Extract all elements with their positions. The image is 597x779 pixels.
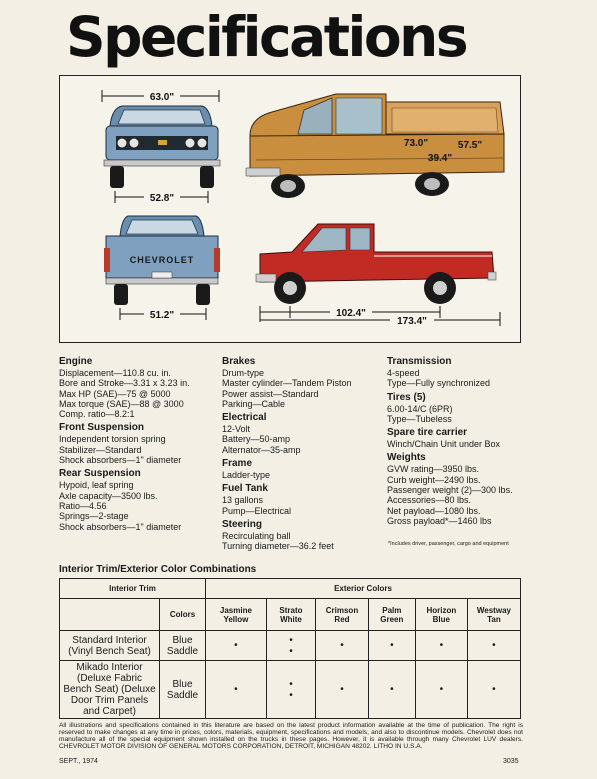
side-view-truck <box>256 224 496 304</box>
availability-dot: • <box>206 631 267 661</box>
weights-item: Gross payload*—1460 lbs <box>387 515 492 526</box>
front-width-label: 63.0" <box>149 92 175 103</box>
rear-suspension-item: Springs—2-stage <box>59 511 129 522</box>
page-title: Specifications <box>66 5 467 69</box>
frame-item: Ladder-type <box>222 470 271 481</box>
engine-item: Bore and Stroke—3.31 x 3.23 in. <box>59 378 190 389</box>
engine-item: Max torque (SAE)—88 @ 3000 <box>59 398 184 409</box>
front-suspension-item: Stabilizer—Standard <box>59 444 142 455</box>
colors-header: Colors <box>160 599 206 631</box>
exterior-color-header: Jasmine Yellow <box>206 599 267 631</box>
exterior-color-header: Horizon Blue <box>415 599 467 631</box>
rear-suspension-item: Ratio—4.56 <box>59 500 107 511</box>
page-number: 3035 <box>503 758 519 765</box>
tires-heading: Tires (5) <box>387 391 426 403</box>
specs-column-2 <box>222 356 382 552</box>
rear-track-label: 51.2" <box>149 310 175 321</box>
truck-dimension-illustration <box>60 76 522 344</box>
exterior-color-header: Crimson Red <box>316 599 369 631</box>
engine-heading: Engine <box>59 356 93 367</box>
front-track-label: 52.8" <box>149 193 175 204</box>
rear-suspension-item: Axle capacity—3500 lbs. <box>59 490 158 501</box>
color-table-title: Interior Trim/Exterior Color Combinations <box>59 564 257 575</box>
brakes-item: Master cylinder—Tandem Piston <box>222 378 352 389</box>
spare-heading: Spare tire carrier <box>387 427 468 439</box>
specs-column-1 <box>59 356 219 532</box>
engine-item: Comp. ratio—8.2:1 <box>59 409 135 420</box>
brakes-item: Power assist—Standard <box>222 388 319 399</box>
front-view-truck <box>104 106 220 188</box>
weights-item: Net payload—1080 lbs. <box>387 505 481 516</box>
weights-heading: Weights <box>387 452 426 464</box>
interior-trim-header: Interior Trim <box>60 579 206 599</box>
rear-track-dimension <box>120 308 206 321</box>
availability-dot: • <box>368 631 415 661</box>
publication-date: SEPT., 1974 <box>59 758 98 765</box>
electrical-heading: Electrical <box>222 412 267 424</box>
rear-view-truck <box>104 216 220 305</box>
frame-heading: Frame <box>222 458 253 470</box>
rear-suspension-item: Hypoid, leaf spring <box>59 480 134 491</box>
electrical-item: 12-Volt <box>222 424 251 435</box>
trim-colors: Blue Saddle <box>160 631 206 661</box>
fuel-tank-item: Pump—Electrical <box>222 505 292 516</box>
electrical-item: Battery—50-amp <box>222 434 291 445</box>
rear-suspension-heading: Rear Suspension <box>59 468 141 480</box>
table-row <box>60 631 521 661</box>
front-suspension-item: Independent torsion spring <box>59 434 166 445</box>
tailgate-lettering: CHEVROLET <box>129 255 195 265</box>
bed-wheelhouse-label: 39.4" <box>427 153 453 164</box>
weights-item: Passenger weight (2)—300 lbs. <box>387 485 513 496</box>
dimension-diagram <box>59 75 521 343</box>
steering-item: Recirculating ball <box>222 530 291 541</box>
electrical-item: Alternator—35-amp <box>222 444 301 455</box>
trim-name: Mikado Interior (Deluxe Fabric Bench Seat) (Deluxe Door Trim Panels and Carpet) <box>60 661 160 719</box>
exterior-color-header: Westway Tan <box>467 599 520 631</box>
specs-column-3 <box>387 356 537 526</box>
tires-item: 6.00-14/C (6PR) <box>387 403 453 414</box>
steering-item: Turning diameter—36.2 feet <box>222 541 334 552</box>
bed-width-label: 57.5" <box>457 140 483 151</box>
wheelbase-label: 102.4" <box>336 308 366 319</box>
table-row <box>60 661 521 719</box>
weights-item: GVW rating—3950 lbs. <box>387 464 480 475</box>
brakes-item: Parking—Cable <box>222 398 286 409</box>
brakes-heading: Brakes <box>222 356 256 367</box>
weights-item: Curb weight—2490 lbs. <box>387 474 481 485</box>
availability-dot: • <box>467 631 520 661</box>
fuel-tank-heading: Fuel Tank <box>222 483 268 495</box>
trim-blank-header <box>60 599 160 631</box>
front-track-dimension <box>115 191 208 204</box>
rear-suspension-item: Shock absorbers—1" diameter <box>59 521 182 532</box>
bed-length-label: 73.0" <box>403 138 429 149</box>
engine-item: Max HP (SAE)—75 @ 5000 <box>59 388 171 399</box>
weights-item: Accessories—80 lbs. <box>387 495 472 506</box>
overall-length-label: 173.4" <box>397 316 427 327</box>
availability-dot: • <box>316 631 369 661</box>
availability-dot: • <box>206 661 267 719</box>
availability-dot: • • <box>266 661 315 719</box>
color-combinations-table <box>59 578 521 719</box>
availability-dot: • <box>316 661 369 719</box>
legal-disclaimer: All illustrations and specifications contained in this literature are based on the latest product information available at the time of publication. The right is reserved to make changes at any time in prices, colors, materials, equipment, specifications and models, and also to discontinue models. Chevrolet does not manufacture all of the special equipment shown installed on the trucks in these pages. However, it is available through many Chevrolet LUV dealers. CHEVROLET MOTOR DIVISION OF GENERAL MOTORS CORPORATION, DETROIT, MICHIGAN 48202. LITHO IN U.S.A. <box>59 722 523 750</box>
steering-heading: Steering <box>222 518 263 530</box>
availability-dot: • • <box>266 631 315 661</box>
availability-dot: • <box>415 661 467 719</box>
availability-dot: • <box>467 661 520 719</box>
availability-dot: • <box>415 631 467 661</box>
trim-colors: Blue Saddle <box>160 661 206 719</box>
length-dimensions <box>260 306 500 327</box>
fuel-tank-item: 13 gallons <box>222 495 264 506</box>
availability-dot: • <box>368 661 415 719</box>
spare-item: Winch/Chain Unit under Box <box>387 439 501 450</box>
weights-footnote: *Includes driver, passenger, cargo and equipment <box>388 541 509 547</box>
exterior-color-header: Strato White <box>266 599 315 631</box>
transmission-heading: Transmission <box>387 356 452 367</box>
front-width-dimension <box>102 90 219 103</box>
transmission-item: Type—Fully synchronized <box>387 378 491 389</box>
exterior-color-header: Palm Green <box>368 599 415 631</box>
tires-item: Type—Tubeless <box>387 413 452 424</box>
transmission-item: 4-speed <box>387 368 420 378</box>
trim-name: Standard Interior (Vinyl Bench Seat) <box>60 631 160 661</box>
exterior-colors-header: Exterior Colors <box>206 579 521 599</box>
front-suspension-heading: Front Suspension <box>59 422 144 434</box>
brakes-item: Drum-type <box>222 368 265 378</box>
engine-item: Displacement—110.8 cu. in. <box>59 368 171 378</box>
bed-view-truck <box>246 94 504 198</box>
front-suspension-item: Shock absorbers—1" diameter <box>59 455 182 466</box>
